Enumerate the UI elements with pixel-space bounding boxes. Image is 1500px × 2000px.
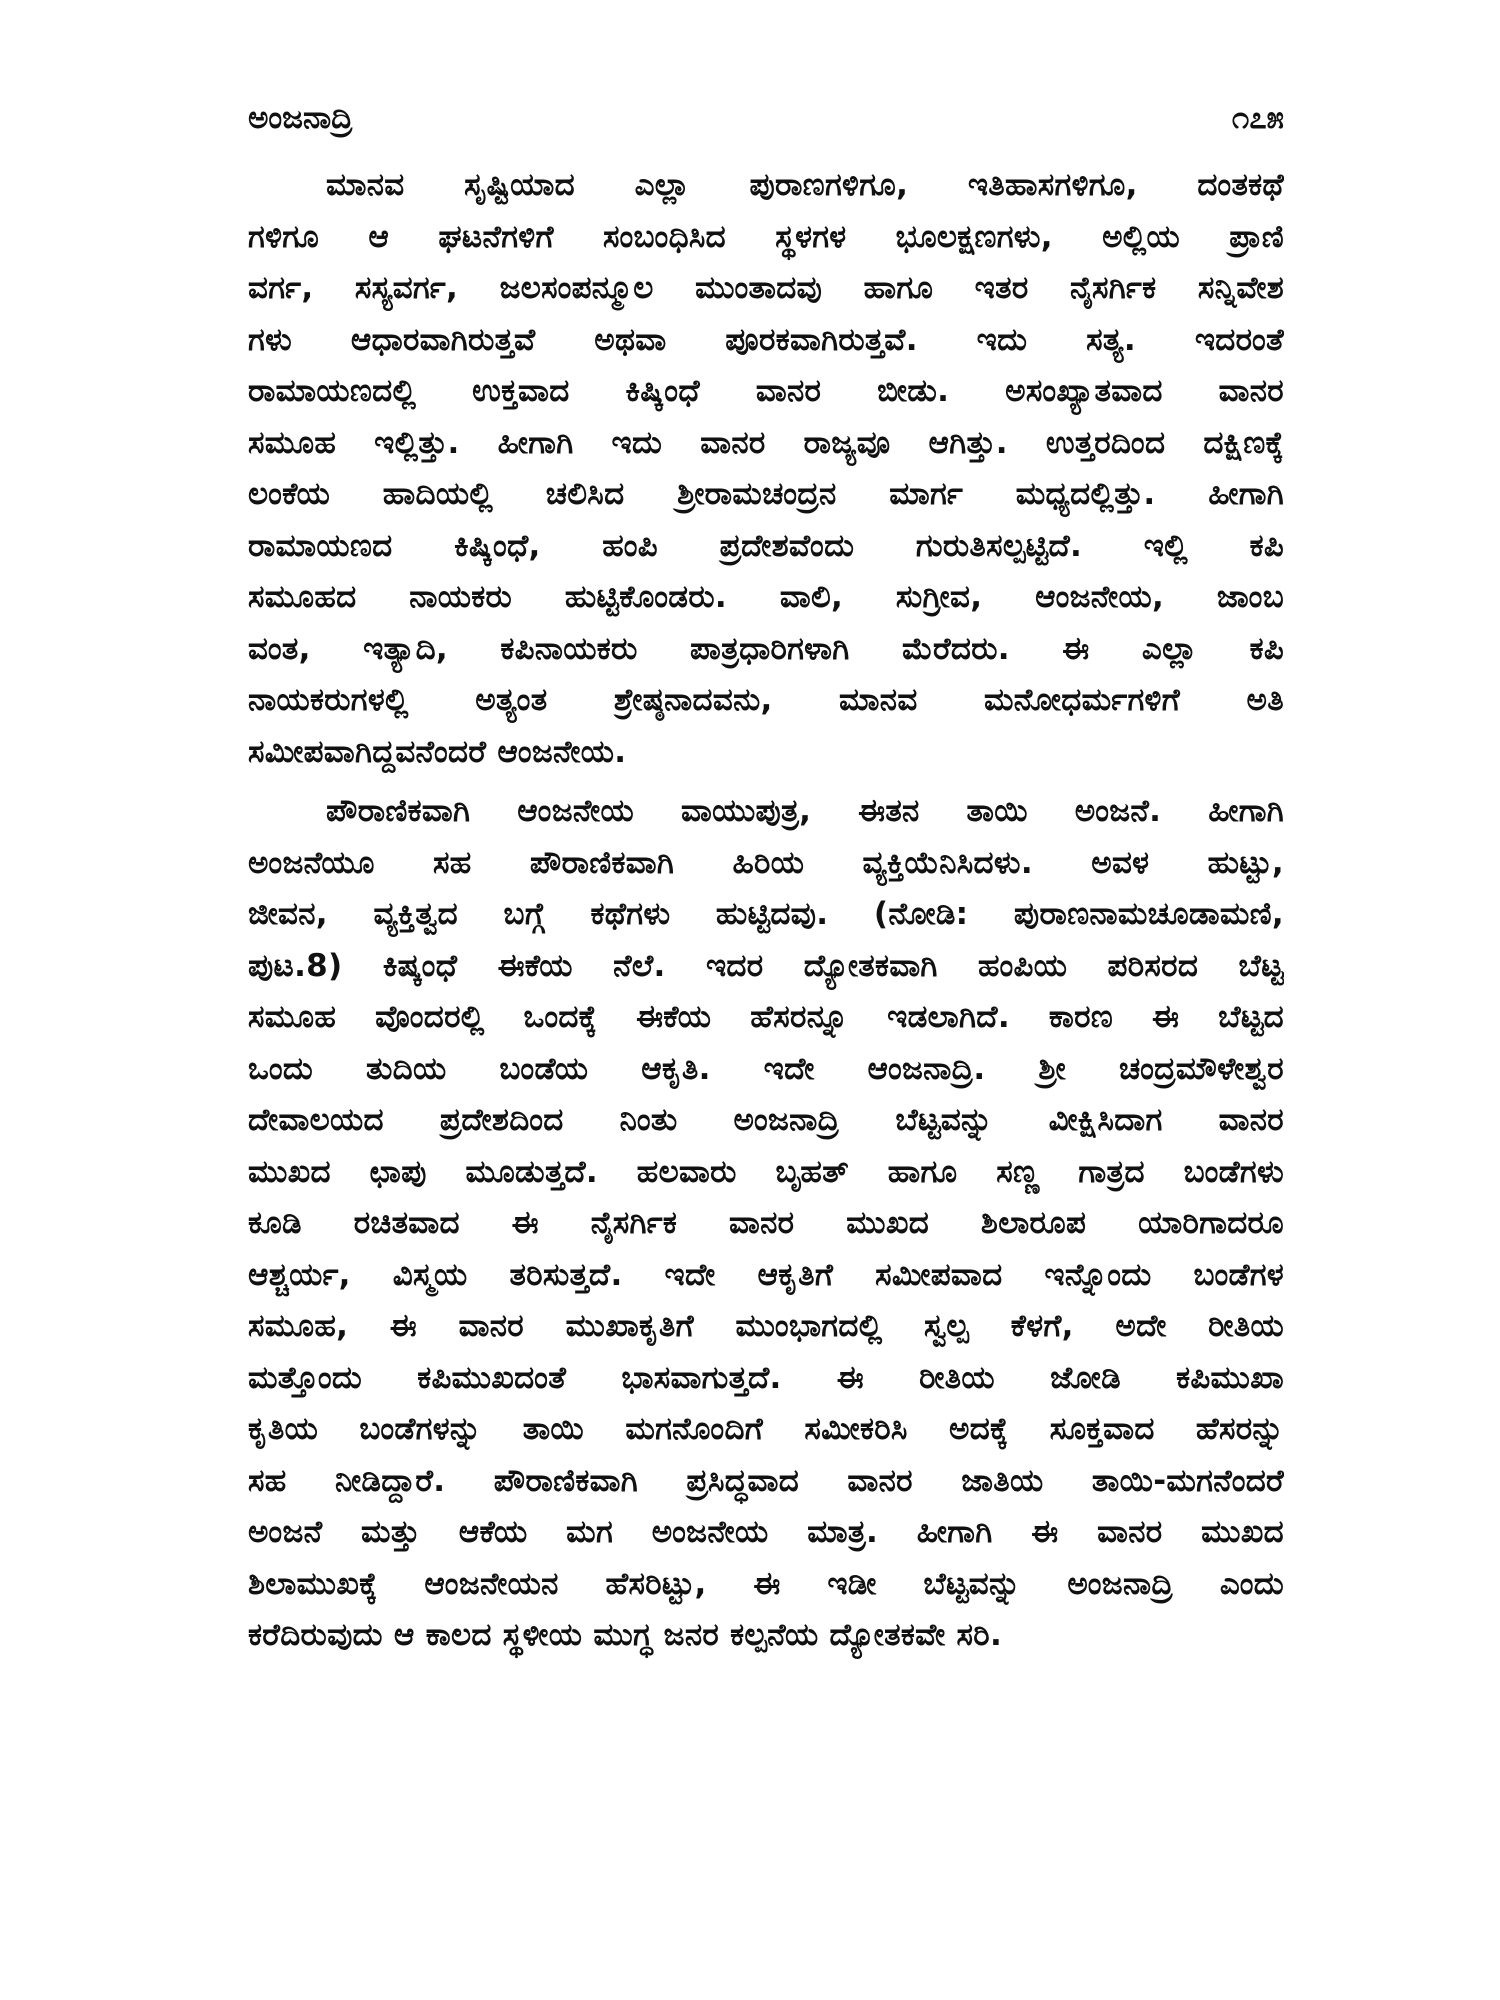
- running-title: ಅಂಜನಾದ್ರಿ: [248, 100, 353, 136]
- text-line: ಸಮೂಹದ ನಾಯಕರು ಹುಟ್ಟಿಕೊಂಡರು. ವಾಲಿ, ಸುಗ್ರೀವ, ಆಂಜನೇಯ, ಜಾಂಬ: [248, 579, 1284, 615]
- text-line: ಅಂಜನೆಯೂ ಸಹ ಪೌರಾಣಿಕವಾಗಿ ಹಿರಿಯ ವ್ಯಕ್ತಿಯೆನಿಸಿದಳು. ಅವಳ ಹುಟ್ಟು,: [248, 844, 1284, 881]
- text-line: ಪೌರಾಣಿಕವಾಗಿ ಆಂಜನೇಯ ವಾಯುಪುತ್ರ, ಈತನ ತಾಯಿ ಅಂಜನೆ. ಹೀಗಾಗಿ: [326, 793, 1284, 829]
- text-line: ರಾಮಾಯಣದ ಕಿಷ್ಕಿಂಧೆ, ಹಂಪಿ ಪ್ರದೇಶವೆಂದು ಗುರುತಿಸಲ್ಪಟ್ಟಿದೆ. ಇಲ್ಲಿ ಕಪಿ: [248, 527, 1284, 564]
- text-line: ಶಿಲಾಮುಖಕ್ಕೆ ಆಂಜನೇಯನ ಹೆಸರಿಟ್ಟು, ಈ ಇಡೀ ಬೆಟ್ಟವನ್ನು ಅಂಜನಾದ್ರಿ ಎಂದು: [248, 1565, 1284, 1602]
- text-line: ಅಂಜನೆ ಮತ್ತು ಆಕೆಯ ಮಗ ಅಂಜನೇಯ ಮಾತ್ರ. ಹೀಗಾಗಿ ಈ ವಾನರ ಮುಖದ: [248, 1514, 1284, 1550]
- text-line: ಆಶ್ಚರ್ಯ, ವಿಸ್ಮಯ ತರಿಸುತ್ತದೆ. ಇದೇ ಆಕೃತಿಗೆ ಸಮೀಪವಾದ ಇನ್ನೊಂದು ಬಂಡೆಗಳ: [248, 1256, 1284, 1293]
- text-line: ಕೂಡಿ ರಚಿತವಾದ ಈ ನೈಸರ್ಗಿಕ ವಾನರ ಮುಖದ ಶಿಲಾರೂಪ ಯಾರಿಗಾದರೂ: [248, 1205, 1284, 1241]
- page-number: ೧೭೫: [1231, 100, 1284, 136]
- text-line: ದೇವಾಲಯದ ಪ್ರದೇಶದಿಂದ ನಿಂತು ಅಂಜನಾದ್ರಿ ಬೆಟ್ಟವನ್ನು ವೀಕ್ಷಿಸಿದಾಗ ವಾನರ: [248, 1102, 1284, 1138]
- text-line: ವರ್ಗ, ಸಸ್ಯವರ್ಗ, ಜಲಸಂಪನ್ಮೂಲ ಮುಂತಾದವು ಹಾಗೂ ಇತರ ನೈಸರ್ಗಿಕ ಸನ್ನಿವೇಶ: [248, 270, 1284, 306]
- text-line: ಒಂದು ತುದಿಯ ಬಂಡೆಯ ಆಕೃತಿ. ಇದೇ ಆಂಜನಾದ್ರಿ. ಶ್ರೀ ಚಂದ್ರಮೌಳೇಶ್ವರ: [248, 1050, 1284, 1087]
- text-line: ಸಮೂಹ ಇಲ್ಲಿತ್ತು. ಹೀಗಾಗಿ ಇದು ವಾನರ ರಾಜ್ಯವೂ ಆಗಿತ್ತು. ಉತ್ತರದಿಂದ ದಕ್ಷಿಣಕ್ಕೆ: [248, 424, 1284, 461]
- running-head: [248, 96, 1284, 140]
- paragraph-2: [248, 786, 1284, 1662]
- paragraph-1: [248, 160, 1284, 778]
- text-line: ಸಮೀಪವಾಗಿದ್ದವನೆಂದರೆ ಆಂಜನೇಯ.: [248, 733, 627, 770]
- text-line: ಸಮೂಹ, ಈ ವಾನರ ಮುಖಾಕೃತಿಗೆ ಮುಂಭಾಗದಲ್ಲಿ ಸ್ವಲ್ಪ ಕೆಳಗೆ, ಅದೇ ರೀತಿಯ: [248, 1308, 1284, 1344]
- text-line: ಮುಖದ ಛಾಪು ಮೂಡುತ್ತದೆ. ಹಲವಾರು ಬೃಹತ್ ಹಾಗೂ ಸಣ್ಣ ಗಾತ್ರದ ಬಂಡೆಗಳು: [248, 1153, 1284, 1190]
- text-line: ರಾಮಾಯಣದಲ್ಲಿ ಉಕ್ತವಾದ ಕಿಷ್ಕಿಂಧೆ ವಾನರ ಬೀಡು. ಅಸಂಖ್ಯಾತವಾದ ವಾನರ: [248, 373, 1284, 409]
- text-line: ಸಹ ನೀಡಿದ್ದಾರೆ. ಪೌರಾಣಿಕವಾಗಿ ಪ್ರಸಿದ್ಧವಾದ ವಾನರ ಜಾತಿಯ ತಾಯಿ-ಮಗನೆಂದರೆ: [248, 1462, 1284, 1499]
- text-line: ಮತ್ತೊಂದು ಕಪಿಮುಖದಂತೆ ಭಾಸವಾಗುತ್ತದೆ. ಈ ರೀತಿಯ ಜೋಡಿ ಕಪಿಮುಖಾ: [248, 1359, 1284, 1396]
- body-text: [248, 160, 1284, 1670]
- text-line: ಮಾನವ ಸೃಷ್ಟಿಯಾದ ಎಲ್ಲಾ ಪುರಾಣಗಳಿಗೂ, ಇತಿಹಾಸಗಳಿಗೂ, ದಂತಕಥೆ: [326, 167, 1284, 203]
- text-line: ಸಮೂಹ ವೊಂದರಲ್ಲಿ ಒಂದಕ್ಕೆ ಈಕೆಯ ಹೆಸರನ್ನೂ ಇಡಲಾಗಿದೆ. ಕಾರಣ ಈ ಬೆಟ್ಟದ: [248, 999, 1284, 1035]
- text-line: ಜೀವನ, ವ್ಯಕ್ತಿತ್ವದ ಬಗ್ಗೆ ಕಥೆಗಳು ಹುಟ್ಟಿದವು. (ನೋಡಿ: ಪುರಾಣನಾಮಚೂಡಾಮಣಿ,: [248, 896, 1284, 932]
- text-line: ಕೃತಿಯ ಬಂಡೆಗಳನ್ನು ತಾಯಿ ಮಗನೊಂದಿಗೆ ಸಮೀಕರಿಸಿ ಅದಕ್ಕೆ ಸೂಕ್ತವಾದ ಹೆಸರನ್ನು: [248, 1411, 1284, 1447]
- text-line: ಗಳಿಗೂ ಆ ಘಟನೆಗಳಿಗೆ ಸಂಬಂಧಿಸಿದ ಸ್ಥಳಗಳ ಭೂಲಕ್ಷಣಗಳು, ಅಲ್ಲಿಯ ಪ್ರಾಣಿ: [248, 218, 1284, 255]
- text-line: ಗಳು ಆಧಾರವಾಗಿರುತ್ತವೆ ಅಥವಾ ಪೂರಕವಾಗಿರುತ್ತವೆ. ಇದು ಸತ್ಯ. ಇದರಂತೆ: [248, 321, 1284, 358]
- text-line: ಲಂಕೆಯ ಹಾದಿಯಲ್ಲಿ ಚಲಿಸಿದ ಶ್ರೀರಾಮಚಂದ್ರನ ಮಾರ್ಗ ಮಧ್ಯದಲ್ಲಿತ್ತು. ಹೀಗಾಗಿ: [248, 476, 1284, 512]
- text-line: ಕರೆದಿರುವುದು ಆ ಕಾಲದ ಸ್ಥಳೀಯ ಮುಗ್ಧ ಜನರ ಕಲ್ಪನೆಯ ದ್ಯೋತಕವೇ ಸರಿ.: [248, 1617, 1003, 1653]
- text-line: ಪುಟ.8) ಕಿಷ್ಕಂಧೆ ಈಕೆಯ ನೆಲೆ. ಇದರ ದ್ಯೋತಕವಾಗಿ ಹಂಪಿಯ ಪರಿಸರದ ಬೆಟ್ಟ: [248, 947, 1284, 984]
- text-line: ವಂತ, ಇತ್ಯಾದಿ, ಕಪಿನಾಯಕರು ಪಾತ್ರಧಾರಿಗಳಾಗಿ ಮೆರೆದರು. ಈ ಎಲ್ಲಾ ಕಪಿ: [248, 630, 1284, 667]
- text-line: ನಾಯಕರುಗಳಲ್ಲಿ ಅತ್ಯಂತ ಶ್ರೇಷ್ಠನಾದವನು, ಮಾನವ ಮನೋಧರ್ಮಗಳಿಗೆ ಅತಿ: [248, 682, 1284, 718]
